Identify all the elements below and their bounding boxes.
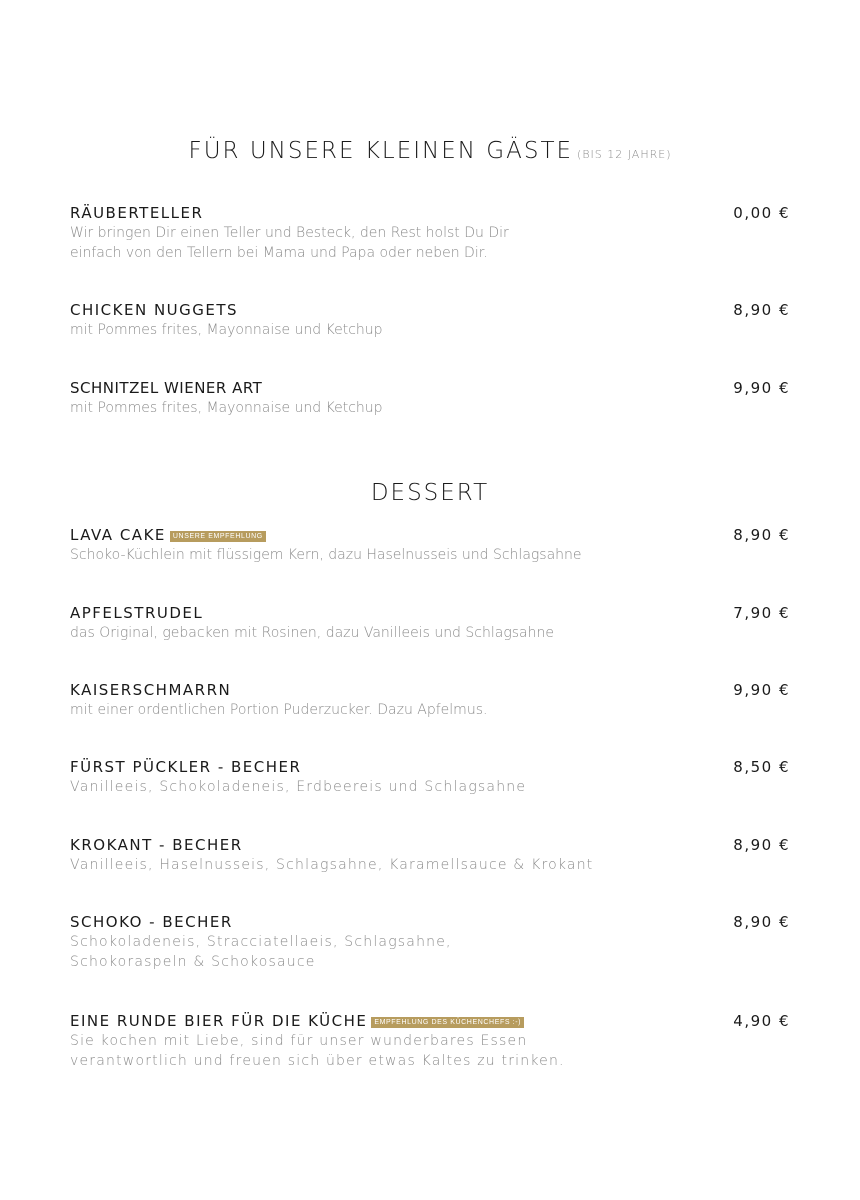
- menu-item-kaiserschmarrn: [70, 680, 790, 720]
- item-description: [70, 623, 790, 643]
- kids-title: FÜR UNSERE KLEINEN GÄSTE: [188, 138, 574, 164]
- menu-item-chicken-nuggets: [70, 300, 790, 340]
- item-description-line: einfach von den Tellern bei Mama und Papa oder neben Dir.: [70, 245, 488, 261]
- item-name: EINE RUNDE BIER FÜR DIE KÜCHE: [70, 1012, 368, 1030]
- dessert-title: DESSERT: [370, 480, 490, 506]
- item-name: KROKANT - BECHER: [70, 836, 243, 854]
- item-name: APFELSTRUDEL: [70, 604, 204, 622]
- item-description: [70, 398, 790, 418]
- menu-item-lava-cake: [70, 525, 790, 565]
- item-description-line: Sie kochen mit Liebe, sind für unser wunderbares Essen: [70, 1033, 528, 1049]
- item-price: 7,90 €: [733, 604, 790, 622]
- recommendation-badge: EMPFEHLUNG DES KÜCHENCHEFS :-): [371, 1017, 524, 1028]
- item-name: LAVA CAKE: [70, 526, 166, 544]
- kids-section-title: [0, 138, 860, 164]
- menu-item-apfelstrudel: [70, 603, 790, 643]
- item-name-row: [70, 1011, 790, 1031]
- item-name: CHICKEN NUGGETS: [70, 301, 239, 319]
- menu-item-raeuberteller: [70, 203, 790, 263]
- menu-item-schoko-becher: [70, 912, 790, 972]
- item-description-line: das Original, gebacken mit Rosinen, dazu Vanilleeis und Schlagsahne: [70, 625, 554, 641]
- item-description-line: Vanilleeis, Haselnusseis, Schlagsahne, Karamellsauce & Krokant: [70, 857, 594, 873]
- item-name: SCHNITZEL WIENER ART: [70, 379, 263, 397]
- recommendation-badge: UNSERE EMPFEHLUNG: [170, 531, 266, 542]
- item-name: FÜRST PÜCKLER - BECHER: [70, 758, 302, 776]
- item-description: [70, 545, 790, 565]
- item-description: [70, 223, 790, 263]
- item-description-line: Wir bringen Dir einen Teller und Besteck, den Rest holst Du Dir: [70, 225, 509, 241]
- item-name: SCHOKO - BECHER: [70, 913, 233, 931]
- item-name: KAISERSCHMARRN: [70, 681, 232, 699]
- item-description: [70, 855, 790, 875]
- menu-item-fuerst-pueckler: [70, 757, 790, 797]
- item-description: [70, 1031, 790, 1071]
- item-description: [70, 320, 790, 340]
- item-description-line: Vanilleeis, Schokoladeneis, Erdbeereis und Schlagsahne: [70, 779, 527, 795]
- item-price: 8,50 €: [733, 758, 790, 776]
- menu-item-schnitzel: [70, 378, 790, 418]
- item-price: 8,90 €: [733, 301, 790, 319]
- item-price: 8,90 €: [733, 526, 790, 544]
- item-name-row: [70, 525, 790, 545]
- item-price: 4,90 €: [733, 1012, 790, 1030]
- dessert-section-title: [0, 480, 860, 506]
- item-price: 9,90 €: [733, 379, 790, 397]
- item-price: 8,90 €: [733, 836, 790, 854]
- item-description-line: mit Pommes frites, Mayonnaise und Ketchup: [70, 400, 383, 416]
- kids-subtitle: (BIS 12 JAHRE): [577, 148, 672, 161]
- item-name: RÄUBERTELLER: [70, 204, 204, 222]
- item-description-line: mit Pommes frites, Mayonnaise und Ketchup: [70, 322, 383, 338]
- item-description-line: Schokoraspeln & Schokosauce: [70, 954, 316, 970]
- item-description: [70, 932, 790, 972]
- item-description-line: Schoko-Küchlein mit flüssigem Kern, dazu Haselnusseis und Schlagsahne: [70, 547, 582, 563]
- menu-item-krokant-becher: [70, 835, 790, 875]
- item-description: [70, 700, 790, 720]
- item-price: 0,00 €: [733, 204, 790, 222]
- item-description-line: Schokoladeneis, Stracciatellaeis, Schlagsahne,: [70, 934, 452, 950]
- item-description-line: mit einer ordentlichen Portion Puderzucker. Dazu Apfelmus.: [70, 702, 488, 718]
- item-price: 8,90 €: [733, 913, 790, 931]
- menu-item-runde-bier: [70, 1011, 790, 1071]
- item-price: 9,90 €: [733, 681, 790, 699]
- item-description: [70, 777, 790, 797]
- item-description-line: verantwortlich und freuen sich über etwas Kaltes zu trinken.: [70, 1053, 565, 1069]
